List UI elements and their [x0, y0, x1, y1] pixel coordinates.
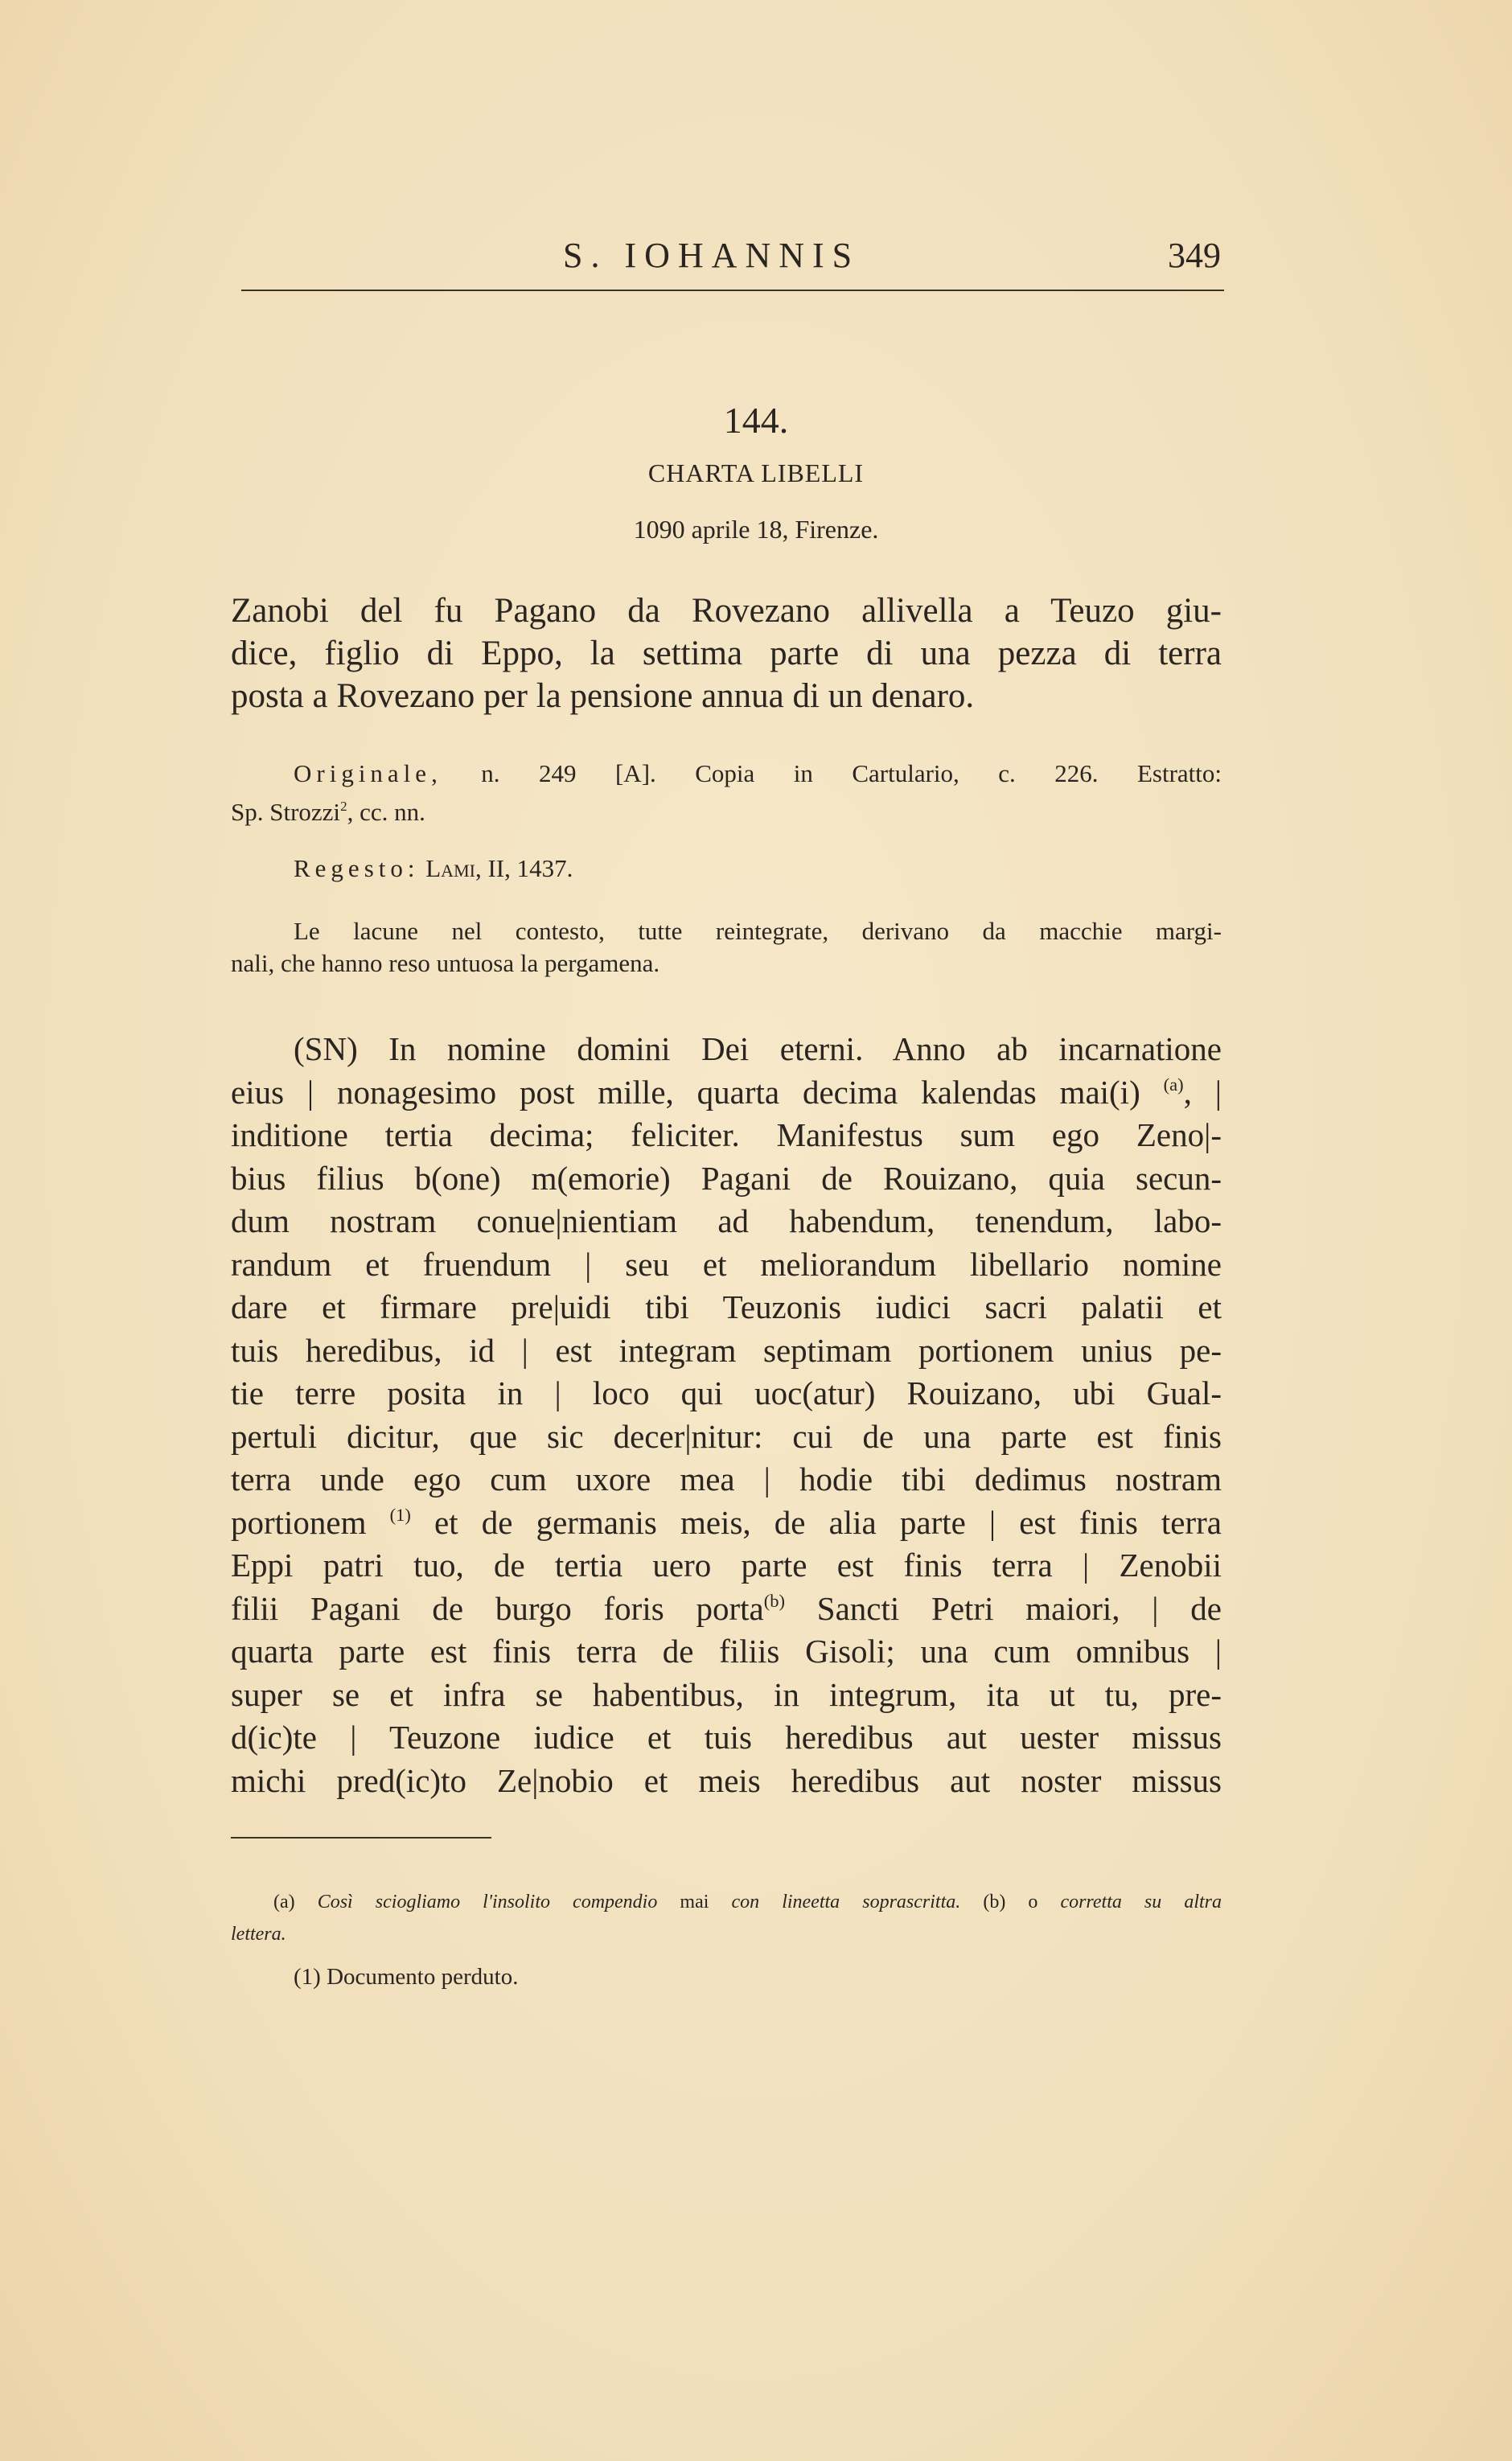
document-type: CHARTA LIBELLI — [647, 458, 865, 487]
charter-text-segment: eius | nonagesimo post mille, quarta decima kalendas mai(i) — [231, 1073, 1164, 1111]
charter-line — [231, 1374, 1222, 1412]
charter-text-segment: dum nostram conue|nientiam ad habendum, tenendum, labo- — [231, 1202, 1222, 1239]
footnote-1: (1) Documento perduto. — [294, 1964, 519, 1990]
charter-text-segment: dare et firmare pre|uidi tibi Teuzonis iudici sacri palatii et — [231, 1288, 1222, 1325]
charter-line — [231, 1761, 1222, 1800]
charter-line — [231, 1417, 1222, 1456]
tradition-line — [294, 759, 1222, 788]
note-line: Le lacune nel contesto, tutte reintegrate, derivano da macchie margi- — [294, 917, 1222, 945]
charter-line — [231, 1460, 1222, 1498]
charter-text-segment: tuis heredibus, id | est integram septimam portionem unius pe- — [231, 1331, 1222, 1369]
document-number: 144. — [723, 400, 789, 441]
header-rule — [241, 290, 1224, 291]
footnote-text: corretta su altra — [1060, 1892, 1222, 1913]
charter-line — [231, 1331, 1222, 1370]
summary-line: dice, figlio di Eppo, la settima parte di una pezza di terra — [231, 635, 1222, 672]
tradition-copy: Copia in Cartulario, c. 226. — [695, 759, 1099, 787]
footnote-reference: (b) — [763, 1590, 785, 1611]
footnote-rule — [231, 1837, 491, 1839]
charter-text-segment: super se et infra se habentibus, in integrum, ita ut tu, pre- — [231, 1675, 1222, 1713]
regesto-line — [294, 854, 1284, 883]
charter-text-segment: terra unde ego cum uxore mea | hodie tibi dedimus nostram — [231, 1461, 1222, 1498]
charter-text-segment: quarta parte est finis terra de filiis Gisoli; una cum omnibus | — [231, 1633, 1222, 1670]
superscript: 2 — [340, 799, 347, 815]
footnote-text: mai — [680, 1892, 709, 1913]
regesto-author: Lami — [425, 854, 475, 882]
charter-line — [231, 1675, 1222, 1714]
footnote-reference: (a) — [1163, 1074, 1184, 1095]
regesto-ref: , II, 1437. — [475, 854, 573, 882]
tradition-source-rest: , cc. nn. — [347, 798, 425, 826]
charter-line — [231, 1115, 1222, 1154]
summary-line: posta a Rovezano per la pensione annua di un denaro. — [231, 677, 975, 715]
page-number: 349 — [1168, 236, 1221, 275]
charter-line — [231, 1202, 1222, 1240]
charter-text-segment: randum et fruendum | seu et meliorandum libellario nomine — [231, 1245, 1222, 1283]
document-date: 1090 aprile 18, Firenze. — [633, 515, 879, 544]
charter-line — [231, 1632, 1222, 1670]
charter-line — [231, 1589, 1222, 1628]
charter-text-segment: Eppi patri tuo, de tertia uero parte est finis terra | Zenobii — [231, 1547, 1222, 1584]
footnote-mark: (a) — [273, 1892, 295, 1913]
regesto-label: Regesto: — [294, 854, 420, 882]
charter-text-segment: filii Pagani de burgo foris porta — [231, 1589, 764, 1627]
charter-text-segment: et de germanis meis, de alia parte | est finis terra — [410, 1503, 1222, 1541]
footnote-reference: (1) — [389, 1504, 411, 1525]
tradition-original: n. 249 [A]. — [481, 759, 656, 787]
charter-line — [294, 1029, 1222, 1068]
charter-text-segment: pertuli dicitur, que sic decer|nitur: cui de una parte est finis — [231, 1417, 1222, 1455]
charter-line — [231, 1546, 1222, 1584]
summary-line: Zanobi del fu Pagano da Rovezano allivella a Teuzo giu- — [231, 592, 1222, 630]
running-header-title: S. IOHANNIS — [563, 236, 861, 275]
note-line: nali, che hanno reso untuosa la pergamena. — [231, 949, 660, 977]
charter-text-segment: , | — [1183, 1073, 1222, 1111]
charter-text-segment: portionem — [231, 1503, 390, 1541]
charter-text-segment: michi pred(ic)to Ze|nobio et meis heredibus aut noster missus — [231, 1761, 1222, 1799]
tradition-extract: Estratto: — [1136, 759, 1222, 787]
charter-text-segment: inditione tertia decima; feliciter. Manifestus sum ego Zeno|- — [231, 1116, 1222, 1153]
charter-line — [231, 1245, 1222, 1284]
charter-text-segment: tie terre posita in | loco qui uoc(atur) Rouizano, ubi Gual- — [231, 1374, 1222, 1411]
footnote-a-line — [273, 1892, 1222, 1913]
tradition-label: Originale, — [294, 759, 442, 787]
charter-text-segment: d(ic)te | Teuzone iudice et tuis heredibus aut uester missus — [231, 1719, 1222, 1756]
charter-line — [231, 1159, 1222, 1198]
charter-text-segment: Sancti Petri maiori, | de — [785, 1589, 1222, 1627]
footnote-b-cont: lettera. — [231, 1924, 286, 1945]
tradition-line-2 — [231, 798, 1222, 827]
charter-line — [231, 1073, 1222, 1111]
charter-line — [231, 1718, 1222, 1756]
charter-line — [231, 1503, 1222, 1542]
charter-line — [231, 1288, 1222, 1326]
footnote-text: con lineetta soprascritta. — [731, 1892, 961, 1913]
charter-text-segment: (SN) In nomine domini Dei eterni. Anno ab incarnatione — [294, 1030, 1222, 1067]
charter-text-segment: bius filius b(one) m(emorie) Pagani de Rouizano, quia secun- — [231, 1159, 1222, 1197]
footnote-text: Così sciogliamo l'insolito compendio — [317, 1892, 658, 1913]
tradition-source: Sp. Strozzi — [231, 798, 341, 826]
footnote-text: o — [1028, 1892, 1038, 1913]
footnote-mark: (b) — [983, 1892, 1006, 1913]
